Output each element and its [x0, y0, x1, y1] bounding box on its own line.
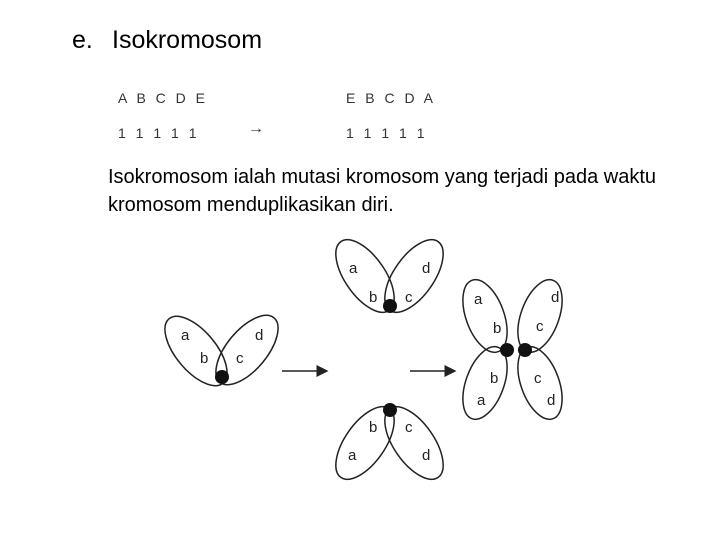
gene-label: b: [493, 320, 502, 337]
gene-label: c: [405, 289, 413, 306]
gene-label: b: [490, 370, 499, 387]
heading-title: Isokromosom: [112, 26, 263, 54]
gene-label: b: [369, 289, 378, 306]
gene-label: b: [200, 350, 209, 367]
sequence-arrow: →: [248, 120, 264, 137]
gene-label: d: [422, 260, 431, 277]
gene-label: a: [348, 447, 357, 464]
isochromosome-result: [454, 274, 571, 425]
gene-label: a: [477, 392, 486, 409]
gene-label: d: [551, 289, 560, 306]
heading-number: e.: [72, 26, 93, 54]
centromere-right: [518, 343, 532, 357]
sequence-before-numbers: 1 1 1 1 1: [118, 125, 200, 141]
sequence-after-letters: E B C D A: [346, 90, 437, 106]
gene-label: d: [255, 327, 264, 344]
gene-label: b: [369, 419, 378, 436]
sequence-before-letters: A B C D E: [118, 90, 209, 106]
gene-label: c: [405, 419, 413, 436]
sequence-after-numbers: 1 1 1 1 1: [346, 125, 428, 141]
centromere: [383, 299, 397, 313]
gene-label: d: [422, 447, 431, 464]
gene-label: a: [349, 260, 358, 277]
gene-label: d: [547, 392, 556, 409]
description-text: Isokromosom ialah mutasi kromosom yang terjadi pada waktu kromosom menduplikasikan diri.: [108, 166, 657, 216]
upper-split-chromosome: [325, 230, 455, 322]
chromatid-upper-right: [509, 274, 571, 358]
gene-label: c: [536, 318, 544, 335]
gene-label: c: [236, 350, 244, 367]
gene-label: a: [181, 327, 190, 344]
lower-split-chromosome: [325, 397, 455, 489]
gene-label: a: [474, 291, 483, 308]
centromere: [383, 403, 397, 417]
gene-label: c: [534, 370, 542, 387]
centromere: [215, 370, 229, 384]
centromere-left: [500, 343, 514, 357]
original-chromosome: [154, 305, 290, 396]
